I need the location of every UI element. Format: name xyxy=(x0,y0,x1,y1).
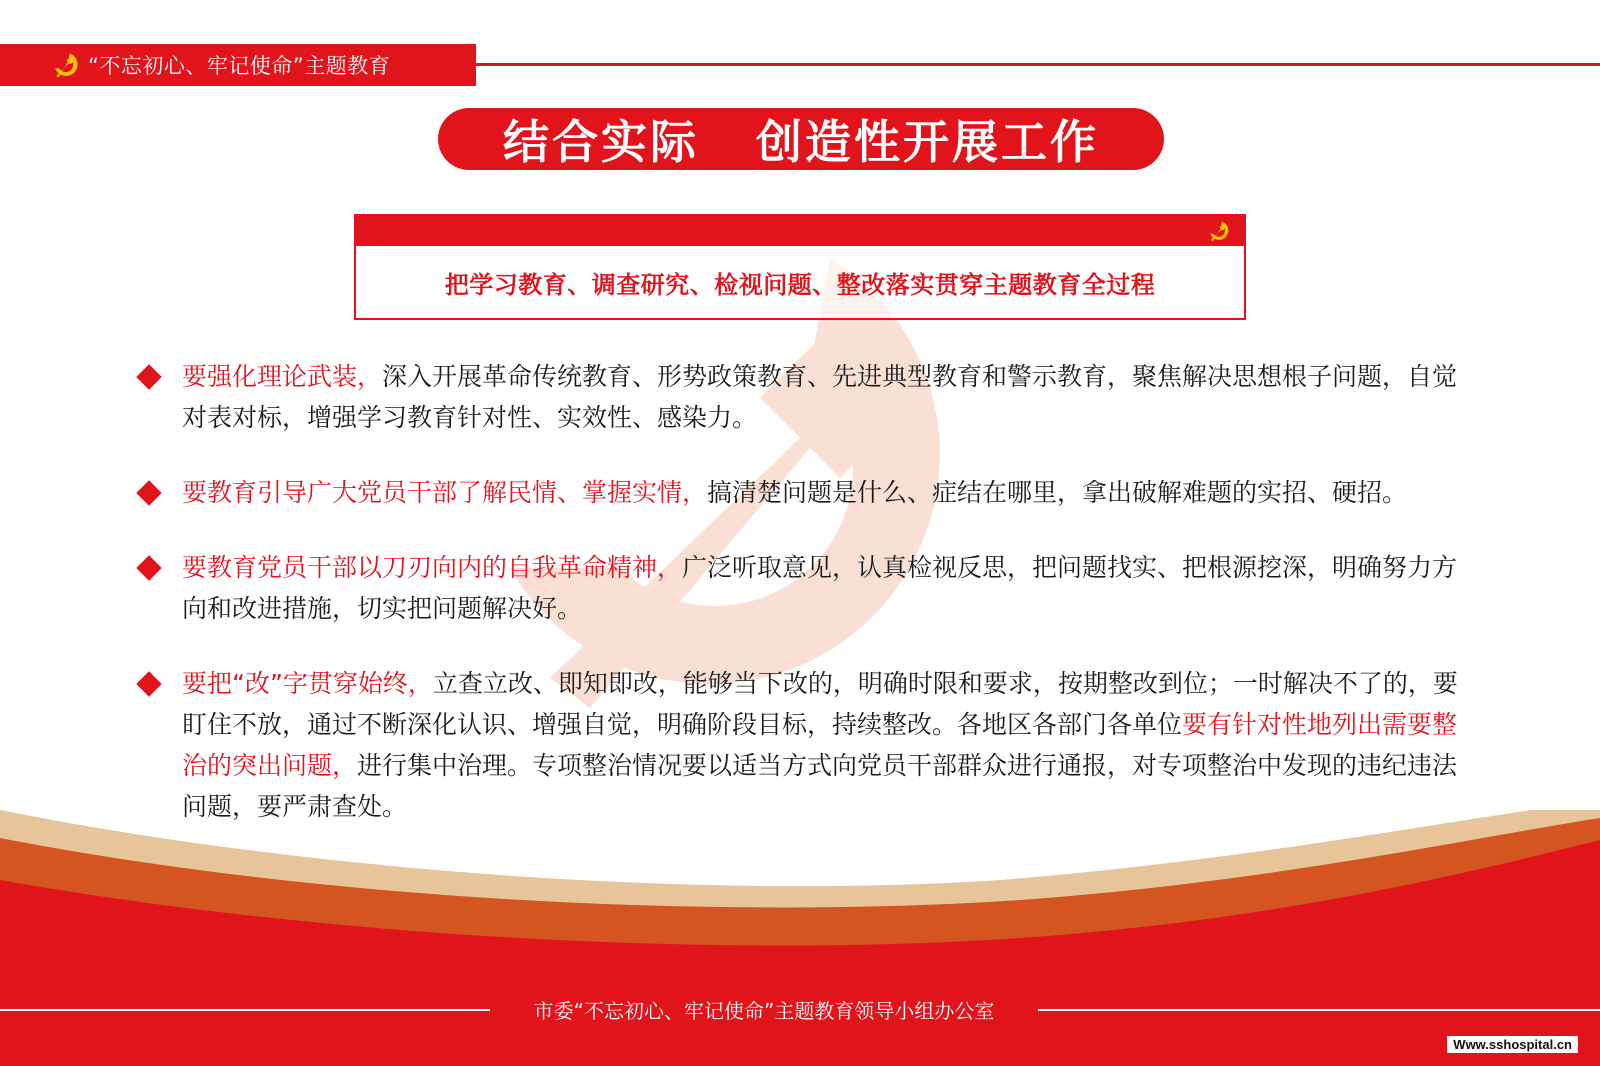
footer-divider xyxy=(1038,1009,1600,1011)
item-highlight: 要强化理论武装， xyxy=(182,362,383,391)
diamond-bullet-icon xyxy=(136,480,161,505)
diamond-bullet-icon xyxy=(136,364,161,389)
item-list xyxy=(138,356,1478,861)
item-text: 进行集中治理。专项整治情况要以适当方式向党员干部群众进行通报，对专项整治中发现的违纪违法问题，要严肃查处。 xyxy=(182,751,1458,821)
item-highlight: 要有针对性地列出需要整治的突出问题， xyxy=(182,710,1458,780)
item-highlight: 要把“改”字贯穿始终， xyxy=(182,669,433,698)
list-item xyxy=(138,472,1478,513)
item-text: 立查立改、即知即改，能够当下改的，明确时限和要求，按期整改到位；一时解决不了的，要盯住不放，通过不断深化认识、增强自觉，明确阶段目标，持续整改。各地区各部门各单位 xyxy=(182,669,1458,739)
subtitle-text: 把学习教育、调查研究、检视问题、整改落实贯穿主题教育全过程 xyxy=(444,271,1156,299)
list-item xyxy=(138,356,1478,438)
item-text: 深入开展革命传统教育、形势政策教育、先进典型教育和警示教育，聚焦解决思想根子问题，自觉对表对标，增强学习教育针对性、实效性、感染力。 xyxy=(182,362,1458,432)
website-link[interactable]: Www.sshospital.cn xyxy=(1447,1036,1578,1053)
item-highlight: 要教育引导广大党员干部了解民情、掌握实情， xyxy=(182,478,708,507)
item-highlight: 要教育党员干部以刀刃向内的自我革命精神， xyxy=(182,553,683,582)
header-band-label: “不忘初心、牢记使命”主题教育 xyxy=(88,54,391,78)
title-banner xyxy=(438,108,1164,170)
hammer-sickle-icon xyxy=(1206,218,1232,244)
list-item xyxy=(138,547,1478,629)
footer-org: 市委“不忘初心、牢记使命”主题教育领导小组办公室 xyxy=(533,999,995,1023)
subtitle-bar xyxy=(356,216,1244,246)
diamond-bullet-icon xyxy=(136,671,161,696)
footer-wave xyxy=(0,810,1600,1066)
diamond-bullet-icon xyxy=(136,555,161,580)
item-text: 搞清楚问题是什么、症结在哪里，拿出破解难题的实招、硬招。 xyxy=(707,478,1408,507)
subtitle-box xyxy=(354,214,1246,320)
list-item xyxy=(138,663,1478,827)
hammer-sickle-icon xyxy=(50,49,82,81)
footer-divider xyxy=(0,1009,490,1011)
page-title: 结合实际 创造性开展工作 xyxy=(502,115,1100,169)
header-divider xyxy=(476,63,1600,66)
header-band xyxy=(0,44,476,86)
item-text: 广泛听取意见，认真检视反思，把问题找实、把根源挖深，明确努力方向和改进措施，切实把问题解决好。 xyxy=(182,553,1458,623)
